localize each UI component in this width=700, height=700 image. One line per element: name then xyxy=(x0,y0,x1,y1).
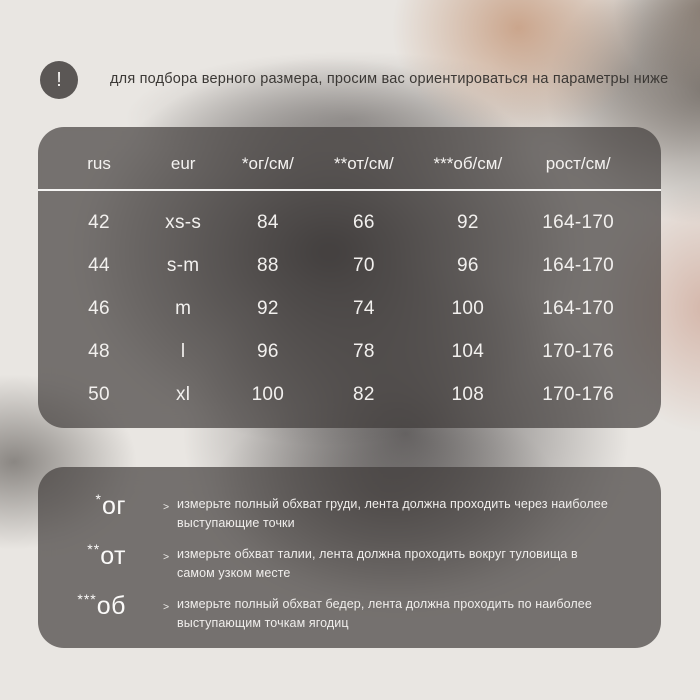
table-cell: 92 xyxy=(456,212,479,234)
table-cell: 164-170 xyxy=(542,297,615,319)
table-cell: xs-s xyxy=(165,212,202,234)
table-cell: 66 xyxy=(352,212,375,234)
chevron-right-icon: > xyxy=(163,551,170,563)
table-cell: 44 xyxy=(88,255,110,277)
legend-term-label: об xyxy=(96,592,126,620)
legend-term-label: ог xyxy=(101,492,126,520)
asterisk-marks: *** xyxy=(77,591,97,607)
table-cell: 88 xyxy=(257,255,279,277)
chevron-right-icon: > xyxy=(163,601,170,613)
exclamation-glyph: ! xyxy=(56,68,62,91)
column-header: rus xyxy=(87,154,111,173)
table-cell: 100 xyxy=(451,297,485,319)
table-row xyxy=(38,330,661,373)
table-cell: 78 xyxy=(352,340,375,362)
asterisk-marks: * xyxy=(95,491,102,507)
table-cell: 96 xyxy=(257,340,279,362)
legend-term xyxy=(38,592,126,623)
legend-item xyxy=(38,492,661,532)
size-table-header-row xyxy=(38,127,661,190)
table-cell: 48 xyxy=(88,340,110,362)
chevron-right-icon: > xyxy=(163,501,170,513)
table-cell: 108 xyxy=(451,383,485,405)
legend-item xyxy=(38,542,661,582)
column-header: *ог/см/ xyxy=(241,154,294,173)
table-cell: 42 xyxy=(88,212,110,234)
table-row xyxy=(38,288,661,331)
table-row xyxy=(38,245,661,288)
table-cell: 92 xyxy=(257,297,279,319)
table-cell: 74 xyxy=(352,297,375,319)
table-cell: 170-176 xyxy=(542,383,615,405)
column-header: рост/см/ xyxy=(545,154,611,173)
legend-description xyxy=(163,592,608,632)
table-cell: xl xyxy=(175,383,191,405)
size-table-panel xyxy=(38,127,661,428)
exclamation-icon xyxy=(40,61,78,99)
table-cell: s-m xyxy=(166,255,200,277)
legend-description-text: измерьте полный обхват бедер, лента должна проходить по наиболее выступающим точкам ягодиц xyxy=(177,597,592,630)
table-cell: 82 xyxy=(352,383,375,405)
legend-term xyxy=(38,542,126,573)
column-header: eur xyxy=(170,154,196,173)
notice-text: для подбора верного размера, просим вас ориентироваться на параметры ниже xyxy=(110,71,669,87)
table-cell: 46 xyxy=(88,297,110,319)
table-cell: 104 xyxy=(451,340,485,362)
measurement-legend-panel xyxy=(38,467,661,648)
legend-description xyxy=(163,542,608,582)
table-cell: m xyxy=(175,297,192,319)
size-table-body xyxy=(38,190,661,416)
table-cell: 70 xyxy=(352,255,375,277)
legend-description-text: измерьте полный обхват груди, лента должна проходить через наиболее выступающие точки xyxy=(177,497,608,530)
table-cell: 164-170 xyxy=(542,255,615,277)
column-header: **от/см/ xyxy=(333,154,394,173)
table-cell: 100 xyxy=(251,383,285,405)
legend-description xyxy=(163,492,608,532)
table-cell: 84 xyxy=(257,212,279,234)
table-cell: 164-170 xyxy=(542,212,615,234)
table-cell: 96 xyxy=(456,255,479,277)
legend-item xyxy=(38,592,661,632)
table-cell: l xyxy=(180,340,186,362)
asterisk-marks: ** xyxy=(87,541,101,557)
table-row xyxy=(38,202,661,245)
legend-term-label: от xyxy=(100,542,126,570)
legend-term xyxy=(38,492,126,523)
table-cell: 170-176 xyxy=(542,340,615,362)
column-header: ***об/см/ xyxy=(433,154,503,173)
table-row xyxy=(38,373,661,416)
legend-description-text: измерьте обхват талии, лента должна проходить вокруг туловища в самом узком месте xyxy=(177,547,578,580)
table-cell: 50 xyxy=(88,383,110,405)
